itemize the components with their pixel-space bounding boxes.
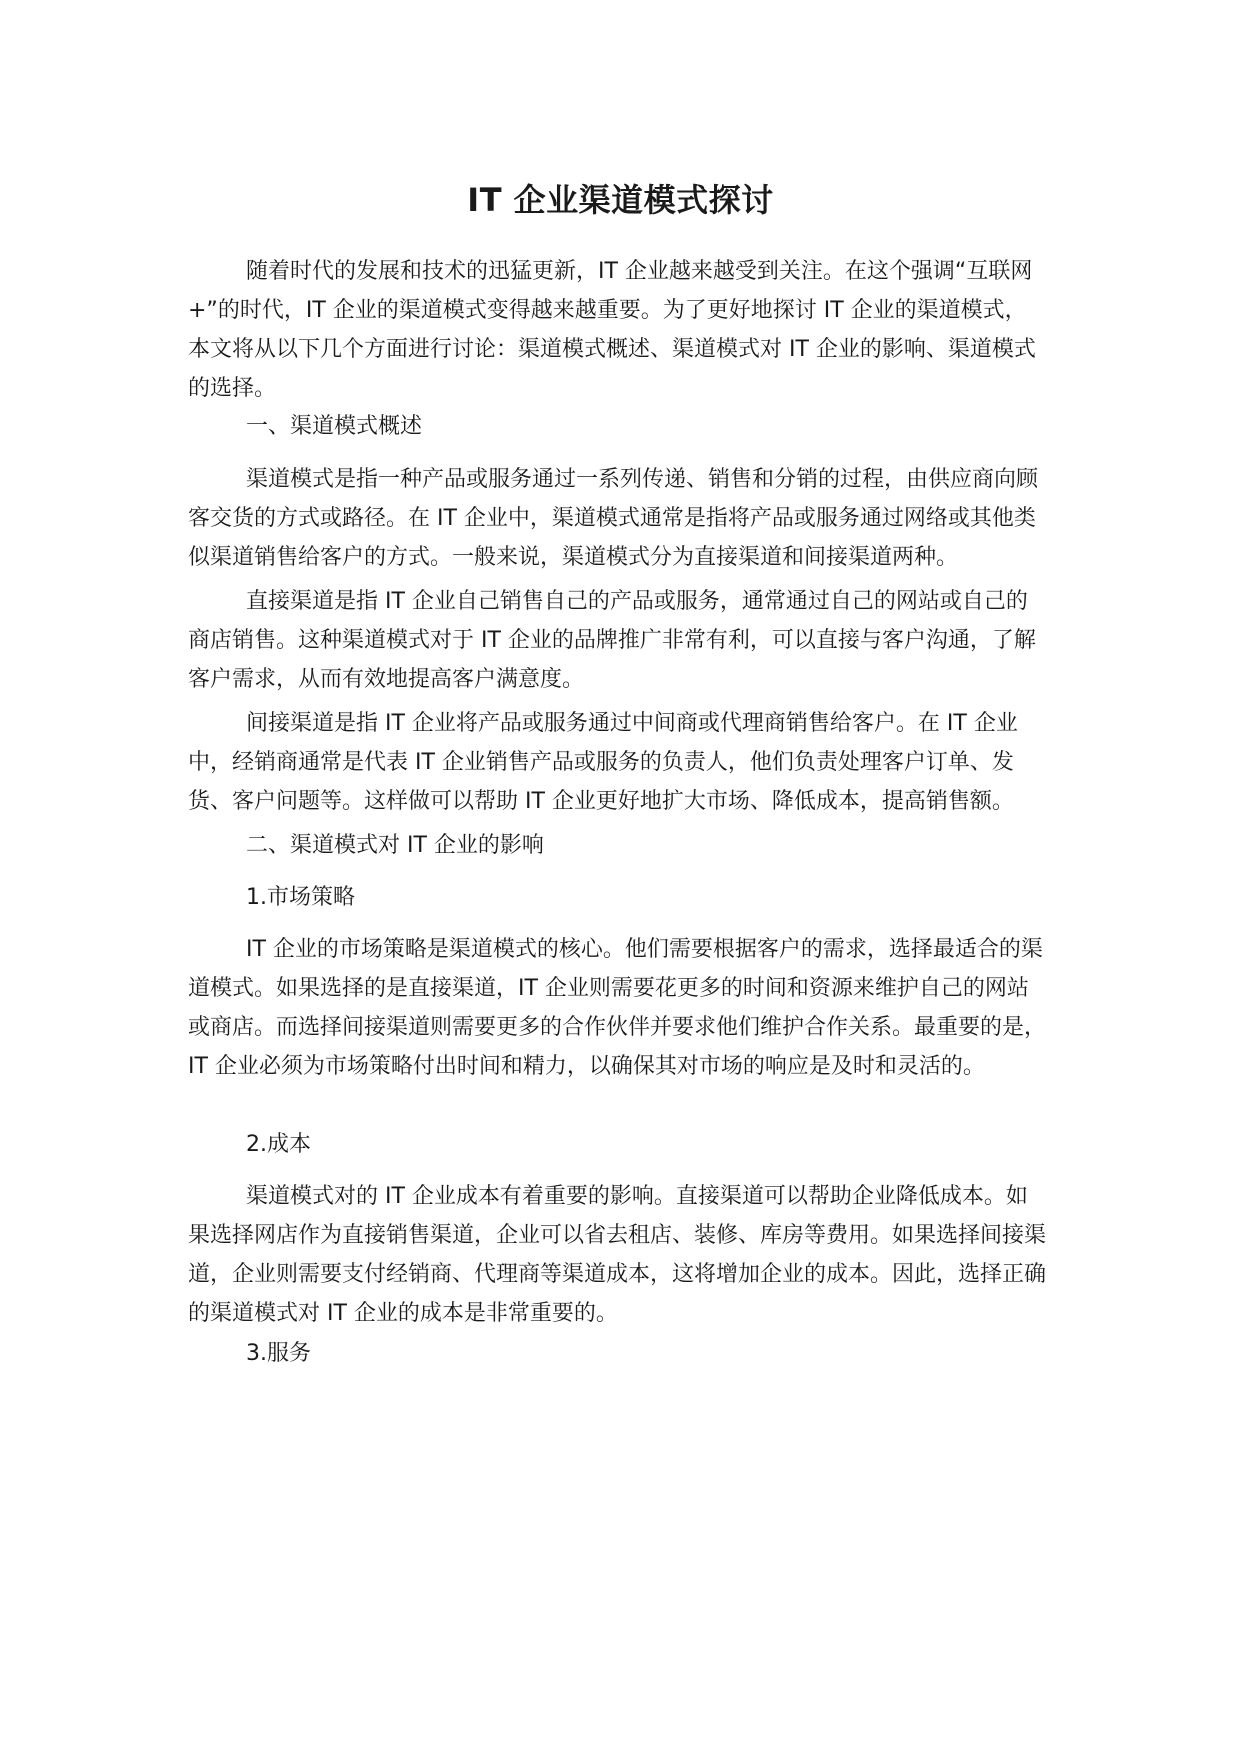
direct-channel-paragraph: 直接渠道是指 IT 企业自己销售自己的产品或服务，通常通过自己的网站或自己的商店销售。这种渠道模式对于 IT 企业的品牌推广非常有利，可以直接与客户沟通，了解客户需求，从而有效地提高客户满意度。: [188, 589, 1036, 692]
intro-paragraph: 随着时代的发展和技术的迅猛更新，IT 企业越来越受到关注。在这个强调“互联网+”的时代，IT 企业的渠道模式变得越来越重要。为了更好地探讨 IT 企业的渠道模式，本文将从以下几个方面进行讨论：渠道模式概述、渠道模式对 IT 企业的影响、渠道模式的选择。: [188, 259, 1036, 401]
document-title: IT 企业渠道模式探讨: [467, 181, 774, 219]
market-strategy-paragraph: IT 企业的市场策略是渠道模式的核心。他们需要根据客户的需求，选择最适合的渠道模式。如果选择的是直接渠道，IT 企业则需要花更多的时间和资源来维护自己的网站或商店。而选择间接渠道则需要更多的合作伙伴并要求他们维护合作关系。最重要的是，IT 企业必须为市场策略付出时间和精力，以确保其对市场的响应是及时和灵活的。: [188, 937, 1047, 1079]
overview-paragraph: 渠道模式是指一种产品或服务通过一系列传递、销售和分销的过程，由供应商向顾客交货的方式或路径。在 IT 企业中，渠道模式通常是指将产品或服务通过网络或其他类似渠道销售给客户的方式。一般来说，渠道模式分为直接渠道和间接渠道两种。: [188, 467, 1039, 570]
section-heading-impact: 二、渠道模式对 IT 企业的影响: [246, 833, 544, 858]
cost-paragraph: 渠道模式对的 IT 企业成本有着重要的影响。直接渠道可以帮助企业降低成本。如果选择网店作为直接销售渠道，企业可以省去租店、装修、库房等费用。如果选择间接渠道，企业则需要支付经销商、代理商等渠道成本，这将增加企业的成本。因此，选择正确的渠道模式对 IT 企业的成本是非常重要的。: [188, 1184, 1047, 1326]
subheading-service: 3.服务: [246, 1341, 311, 1366]
subheading-market-strategy: 1.市场策略: [246, 885, 355, 910]
section-heading-overview: 一、渠道模式概述: [246, 414, 423, 439]
subheading-cost: 2.成本: [246, 1132, 311, 1157]
indirect-channel-paragraph: 间接渠道是指 IT 企业将产品或服务通过中间商或代理商销售给客户。在 IT 企业中，经销商通常是代表 IT 企业销售产品或服务的负责人，他们负责处理客户订单、发货、客户问题等。这样做可以帮助 IT 企业更好地扩大市场、降低成本，提高销售额。: [188, 711, 1018, 814]
